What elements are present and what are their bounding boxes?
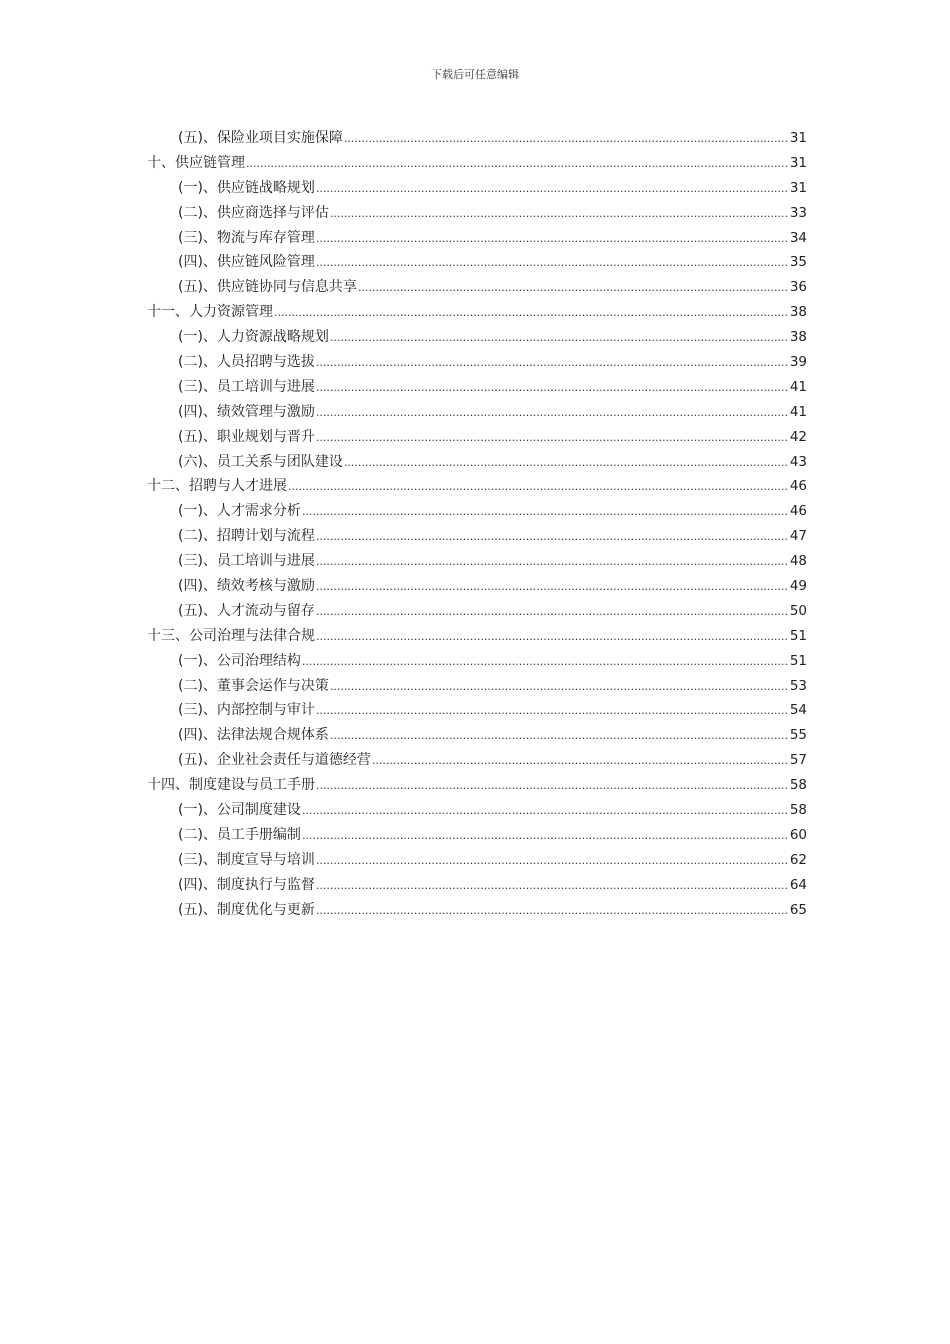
toc-section-entry[interactable] xyxy=(147,723,807,748)
toc-dot-leader xyxy=(330,724,789,749)
toc-section-entry[interactable] xyxy=(147,226,807,251)
toc-section-entry[interactable] xyxy=(147,375,807,400)
toc-entry-page-number: 65 xyxy=(789,901,807,918)
toc-entry-title: (二)、招聘计划与流程 xyxy=(178,528,315,545)
toc-entry-title: (五)、企业社会责任与道德经营 xyxy=(178,752,371,769)
toc-entry-title: (四)、供应链风险管理 xyxy=(178,254,315,271)
toc-section-entry[interactable] xyxy=(147,798,807,823)
toc-dot-leader xyxy=(372,749,789,774)
toc-section-entry[interactable] xyxy=(147,275,807,300)
toc-entry-title: (三)、员工培训与进展 xyxy=(178,553,315,570)
toc-section-entry[interactable] xyxy=(147,848,807,873)
toc-entry-title: (五)、制度优化与更新 xyxy=(178,901,315,918)
toc-entry-page-number: 46 xyxy=(789,503,807,520)
toc-dot-leader xyxy=(302,824,789,849)
toc-section-entry[interactable] xyxy=(147,599,807,624)
toc-dot-leader xyxy=(316,774,789,799)
toc-entry-page-number: 55 xyxy=(789,727,807,744)
toc-entry-page-number: 31 xyxy=(789,130,807,146)
toc-entry-page-number: 47 xyxy=(789,528,807,545)
toc-entry-page-number: 39 xyxy=(789,354,807,371)
toc-entry-page-number: 42 xyxy=(789,428,807,445)
toc-entry-title: (一)、公司治理结构 xyxy=(178,652,301,669)
toc-entry-page-number: 49 xyxy=(789,578,807,595)
toc-entry-title: (一)、人才需求分析 xyxy=(178,503,301,520)
toc-dot-leader xyxy=(288,475,789,500)
toc-section-entry[interactable] xyxy=(147,698,807,723)
toc-section-entry[interactable] xyxy=(147,425,807,450)
toc-entry-page-number: 48 xyxy=(789,553,807,570)
toc-section-entry[interactable] xyxy=(147,873,807,898)
toc-entry-page-number: 38 xyxy=(789,304,807,321)
toc-entry-page-number: 35 xyxy=(789,254,807,271)
toc-dot-leader xyxy=(316,251,789,276)
toc-entry-title: (一)、公司制度建设 xyxy=(178,802,301,819)
toc-entry-title: (一)、人力资源战略规划 xyxy=(178,329,329,346)
toc-dot-leader xyxy=(316,376,789,401)
toc-entry-page-number: 41 xyxy=(789,403,807,420)
toc-section-entry[interactable] xyxy=(147,649,807,674)
toc-entry-page-number: 43 xyxy=(789,453,807,470)
toc-dot-leader xyxy=(274,301,789,326)
toc-entry-page-number: 58 xyxy=(789,802,807,819)
toc-entry-page-number: 57 xyxy=(789,752,807,769)
toc-entry-title: 十二、招聘与人才进展 xyxy=(147,478,287,495)
toc-entry-page-number: 38 xyxy=(789,329,807,346)
page-header: 下载后可任意编辑 xyxy=(431,68,519,81)
toc-entry-title: 十三、公司治理与法律合规 xyxy=(147,627,315,644)
toc-entry-page-number: 51 xyxy=(789,652,807,669)
toc-dot-leader xyxy=(330,202,789,227)
toc-section-entry[interactable] xyxy=(147,201,807,226)
toc-section-entry[interactable] xyxy=(147,325,807,350)
toc-dot-leader xyxy=(316,401,789,426)
toc-chapter-entry[interactable] xyxy=(147,624,807,649)
toc-entry-title: (三)、内部控制与审计 xyxy=(178,702,315,719)
toc-entry-page-number: 33 xyxy=(789,204,807,221)
toc-entry-title: (三)、员工培训与进展 xyxy=(178,378,315,395)
toc-section-entry[interactable] xyxy=(147,748,807,773)
toc-dot-leader xyxy=(316,899,789,924)
toc-entry-title: (五)、职业规划与晋升 xyxy=(178,428,315,445)
toc-section-entry[interactable] xyxy=(147,176,807,201)
toc-entry-title: (二)、员工手册编制 xyxy=(178,826,301,843)
toc-entry-title: (五)、人才流动与留存 xyxy=(178,602,315,619)
toc-dot-leader xyxy=(316,625,789,650)
toc-entry-title: (二)、董事会运作与决策 xyxy=(178,677,329,694)
toc-section-entry[interactable] xyxy=(147,549,807,574)
toc-entry-title: (四)、法律法规合规体系 xyxy=(178,727,329,744)
toc-entry-title: (四)、绩效考核与激励 xyxy=(178,578,315,595)
toc-entry-page-number: 50 xyxy=(789,602,807,619)
toc-chapter-entry[interactable] xyxy=(147,300,807,325)
toc-dot-leader xyxy=(316,600,789,625)
toc-entry-page-number: 34 xyxy=(789,229,807,246)
toc-entry-title: (五)、供应链协同与信息共享 xyxy=(178,279,357,296)
toc-chapter-entry[interactable] xyxy=(147,151,807,176)
toc-entry-page-number: 36 xyxy=(789,279,807,296)
toc-entry-title: 十四、制度建设与员工手册 xyxy=(147,777,315,794)
toc-dot-leader xyxy=(302,799,789,824)
toc-entry-title: (三)、制度宣导与培训 xyxy=(178,851,315,868)
toc-dot-leader xyxy=(316,550,789,575)
toc-entry-page-number: 62 xyxy=(789,851,807,868)
toc-dot-leader xyxy=(358,276,789,301)
toc-section-entry[interactable] xyxy=(147,499,807,524)
toc-section-entry[interactable] xyxy=(147,126,807,151)
toc-section-entry[interactable] xyxy=(147,250,807,275)
toc-section-entry[interactable] xyxy=(147,524,807,549)
toc-dot-leader xyxy=(316,177,789,202)
toc-entry-title: (二)、人员招聘与选拔 xyxy=(178,354,315,371)
toc-section-entry[interactable] xyxy=(147,823,807,848)
toc-entry-page-number: 54 xyxy=(789,702,807,719)
toc-section-entry[interactable] xyxy=(147,400,807,425)
toc-entry-page-number: 46 xyxy=(789,478,807,495)
toc-section-entry[interactable] xyxy=(147,674,807,699)
toc-entry-title: (一)、供应链战略规划 xyxy=(178,179,315,196)
toc-dot-leader xyxy=(330,675,789,700)
toc-entry-title: 十、供应链管理 xyxy=(147,154,245,171)
toc-entry-title: (二)、供应商选择与评估 xyxy=(178,204,329,221)
toc-section-entry[interactable] xyxy=(147,574,807,599)
toc-dot-leader xyxy=(316,426,789,451)
toc-entry-page-number: 64 xyxy=(789,876,807,893)
toc-chapter-entry[interactable] xyxy=(147,474,807,499)
toc-dot-leader xyxy=(302,650,789,675)
toc-chapter-entry[interactable] xyxy=(147,773,807,798)
toc-entry-page-number: 31 xyxy=(789,179,807,196)
toc-section-entry[interactable] xyxy=(147,350,807,375)
table-of-contents xyxy=(147,126,807,923)
toc-dot-leader xyxy=(316,849,789,874)
toc-entry-title: (三)、物流与库存管理 xyxy=(178,229,315,246)
toc-entry-title: (四)、制度执行与监督 xyxy=(178,876,315,893)
toc-dot-leader xyxy=(316,525,789,550)
toc-section-entry[interactable] xyxy=(147,898,807,923)
toc-entry-page-number: 60 xyxy=(789,826,807,843)
toc-dot-leader xyxy=(344,451,789,476)
toc-entry-title: (六)、员工关系与团队建设 xyxy=(178,453,343,470)
toc-dot-leader xyxy=(316,699,789,724)
toc-section-entry[interactable] xyxy=(147,450,807,475)
toc-dot-leader xyxy=(246,152,789,177)
toc-entry-title: (四)、绩效管理与激励 xyxy=(178,403,315,420)
toc-entry-page-number: 58 xyxy=(789,777,807,794)
toc-dot-leader xyxy=(316,227,789,252)
toc-dot-leader xyxy=(302,500,789,525)
toc-dot-leader xyxy=(316,874,789,899)
toc-dot-leader xyxy=(316,575,789,600)
toc-entry-page-number: 41 xyxy=(789,378,807,395)
toc-entry-page-number: 51 xyxy=(789,627,807,644)
toc-entry-page-number: 53 xyxy=(789,677,807,694)
toc-entry-title: (五)、保险业项目实施保障 xyxy=(178,130,343,146)
toc-entry-title: 十一、人力资源管理 xyxy=(147,304,273,321)
toc-entry-page-number: 31 xyxy=(789,154,807,171)
toc-dot-leader xyxy=(330,326,789,351)
toc-dot-leader xyxy=(344,127,789,152)
toc-dot-leader xyxy=(316,351,789,376)
